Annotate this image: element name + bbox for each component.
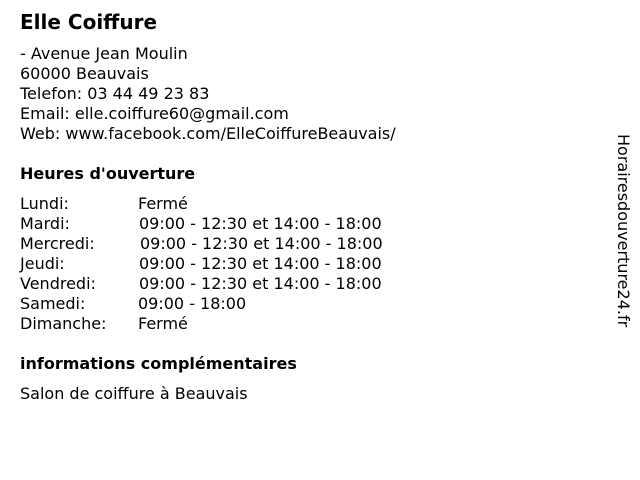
day-hours: 09:00 - 12:30 et 14:00 - 18:00 xyxy=(139,214,382,233)
day-label: Dimanche: xyxy=(20,314,107,333)
day-hours: Fermé xyxy=(138,314,188,333)
day-label: Mercredi: xyxy=(20,234,95,253)
day-label: Samedi: xyxy=(20,294,86,313)
day-hours: 09:00 - 12:30 et 14:00 - 18:00 xyxy=(140,234,383,253)
day-hours: 09:00 - 18:00 xyxy=(138,294,247,313)
hours-heading: Heures d'ouverture xyxy=(20,164,196,183)
watermark-text: Horairesdouverture24.fr xyxy=(614,134,633,328)
email-line: Email: elle.coiffure60@gmail.com xyxy=(20,104,289,123)
info-text: Salon de coiffure à Beauvais xyxy=(20,384,248,403)
address-street: - Avenue Jean Moulin xyxy=(20,44,188,63)
address-city: 60000 Beauvais xyxy=(20,64,149,83)
day-hours: 09:00 - 12:30 et 14:00 - 18:00 xyxy=(139,254,382,273)
contact-block xyxy=(20,44,396,144)
day-hours: 09:00 - 12:30 et 14:00 - 18:00 xyxy=(139,274,382,293)
day-label: Vendredi: xyxy=(20,274,96,293)
phone-line: Telefon: 03 44 49 23 83 xyxy=(20,84,210,103)
day-label: Mardi: xyxy=(20,214,70,233)
day-label: Lundi: xyxy=(20,194,69,213)
day-hours: Fermé xyxy=(138,194,188,213)
day-label: Jeudi: xyxy=(20,254,65,273)
watermark xyxy=(612,134,636,374)
web-line: Web: www.facebook.com/ElleCoiffureBeauvais/ xyxy=(20,124,396,143)
watermark-svg xyxy=(612,134,636,374)
info-heading: informations complémentaires xyxy=(20,354,297,373)
business-name: Elle Coiffure xyxy=(20,10,158,34)
